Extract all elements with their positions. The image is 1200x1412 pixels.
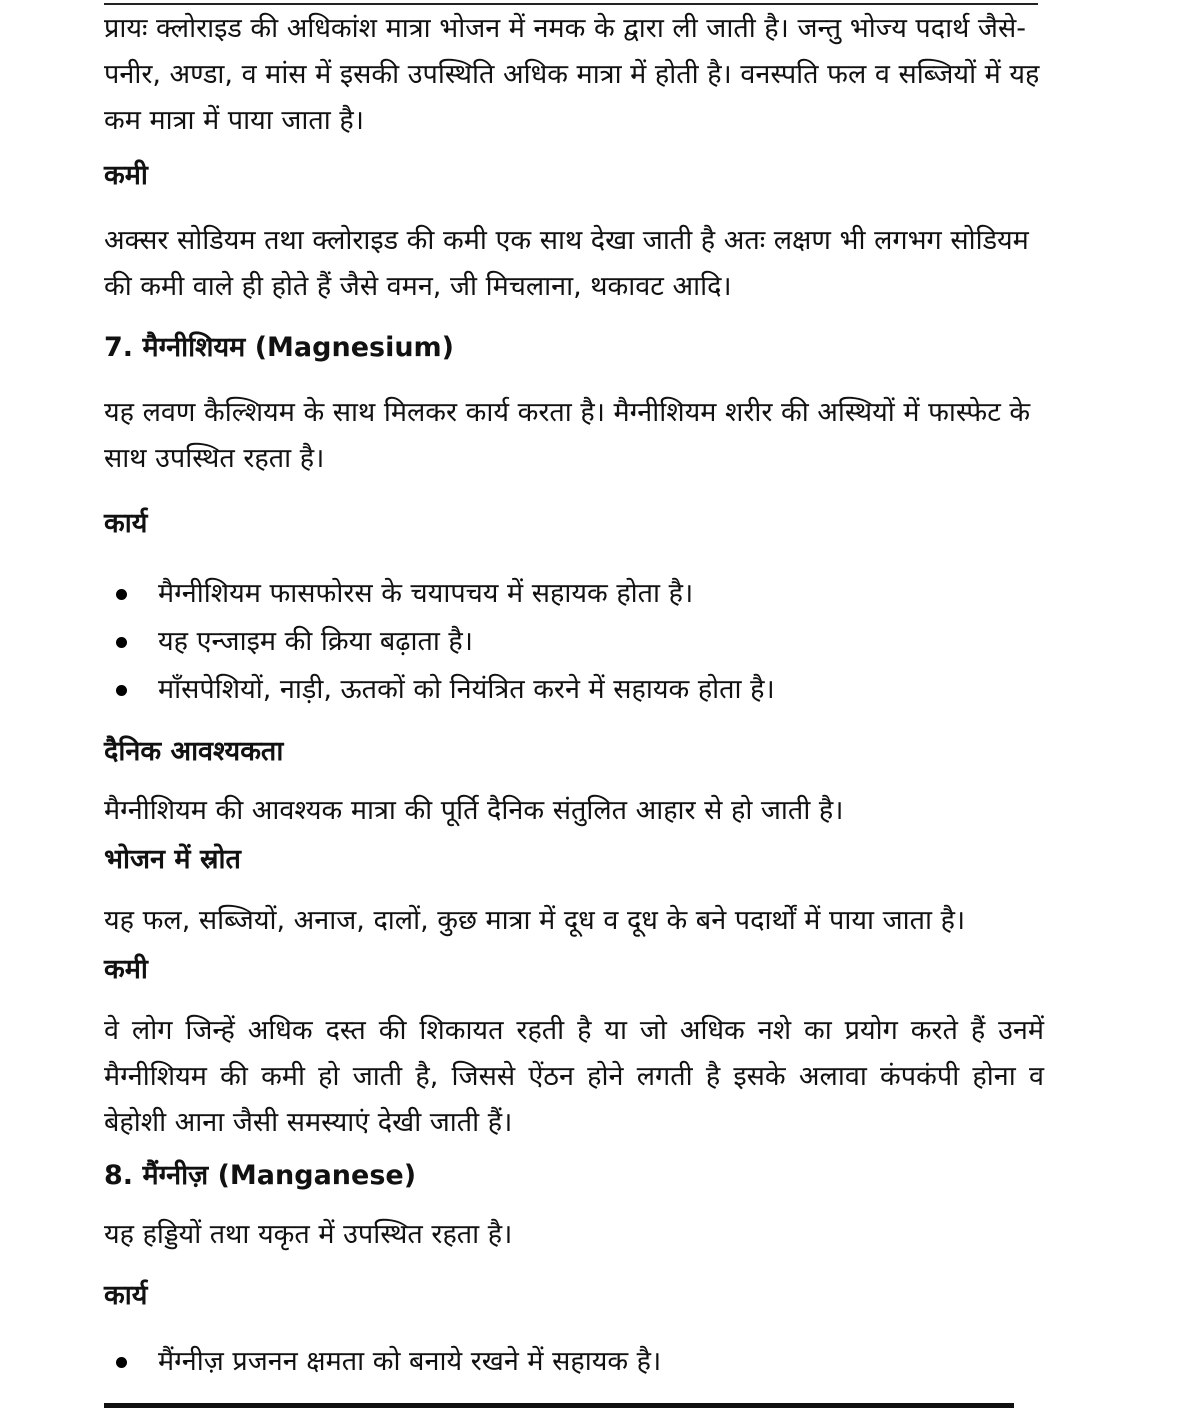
magnesium-deficiency-heading: कमी	[104, 954, 148, 985]
bottom-rule	[104, 1403, 1014, 1408]
bullet-icon	[116, 589, 127, 600]
list-item-text: मैग्नीशियम फासफोरस के चयापचय में सहायक होता है।	[158, 578, 694, 609]
food-sources-heading: भोजन में स्रोत	[104, 844, 241, 875]
list-item-text: मैंग्नीज़ प्रजनन क्षमता को बनाये रखने में सहायक है।	[158, 1346, 662, 1377]
list-item	[104, 570, 1044, 618]
list-item	[104, 618, 1044, 666]
manganese-section-title: 8. मैंग्नीज़ (Manganese)	[104, 1160, 417, 1191]
chloride-deficiency-paragraph: अक्सर सोडियम तथा क्लोराइड की कमी एक साथ देखा जाती है अतः लक्षण भी लगभग सोडियम की कमी वाले ही होते हैं जैसे वमन, जी मिचलाना, थकावट आदि।	[104, 225, 1029, 302]
document-page	[104, 10, 1044, 1386]
chloride-sources-paragraph: प्रायः क्लोराइड की अधिकांश मात्रा भोजन में नमक के द्वारा ली जाती है। जन्तु भोज्य पदार्थ जैसे- पनीर, अण्डा, व मांस में इसकी उपस्थिति अधिक मात्रा में होती है। वनस्पति फल व सब्जियों में यह कम मात्रा में पाया जाता है।	[104, 13, 1040, 136]
chloride-deficiency-heading: कमी	[104, 160, 148, 191]
list-item-text: यह एन्जाइम की क्रिया बढ़ाता है।	[158, 626, 473, 657]
magnesium-functions-list	[104, 570, 1044, 714]
manganese-intro-paragraph: यह हड्डियों तथा यकृत में उपस्थित रहता है।	[104, 1219, 513, 1250]
manganese-functions-list	[104, 1338, 1044, 1386]
food-sources-paragraph: यह फल, सब्जियों, अनाज, दालों, कुछ मात्रा में दूध व दूध के बने पदार्थों में पाया जाता है।	[104, 905, 966, 936]
magnesium-deficiency-paragraph: वे लोग जिन्हें अधिक दस्त की शिकायत रहती है या जो अधिक नशे का प्रयोग करते हैं उनमें मैग्नीशियम की कमी हो जाती है, जिससे ऐंठन होने लगती है इसके अलावा कंपकंपी होना व बेहोशी आना जैसी समस्याएं देखी जाती हैं।	[104, 1015, 1044, 1138]
bullet-icon	[116, 1357, 127, 1368]
magnesium-intro-paragraph: यह लवण कैल्शियम के साथ मिलकर कार्य करता है। मैग्नीशियम शरीर की अस्थियों में फास्फेट के साथ उपस्थित रहता है।	[104, 397, 1031, 474]
top-rule	[104, 3, 1038, 5]
bullet-icon	[116, 685, 127, 696]
manganese-functions-heading: कार्य	[104, 1280, 148, 1311]
magnesium-section-title: 7. मैग्नीशियम (Magnesium)	[104, 332, 455, 363]
list-item	[104, 1338, 1044, 1386]
daily-requirement-heading: दैनिक आवश्यकता	[104, 736, 284, 767]
bullet-icon	[116, 637, 127, 648]
daily-requirement-paragraph: मैग्नीशियम की आवश्यक मात्रा की पूर्ति दैनिक संतुलित आहार से हो जाती है।	[104, 795, 844, 826]
list-item-text: माँसपेशियों, नाड़ी, ऊतकों को नियंत्रित करने में सहायक होता है।	[158, 674, 775, 705]
magnesium-functions-heading: कार्य	[104, 508, 148, 539]
list-item	[104, 666, 1044, 714]
